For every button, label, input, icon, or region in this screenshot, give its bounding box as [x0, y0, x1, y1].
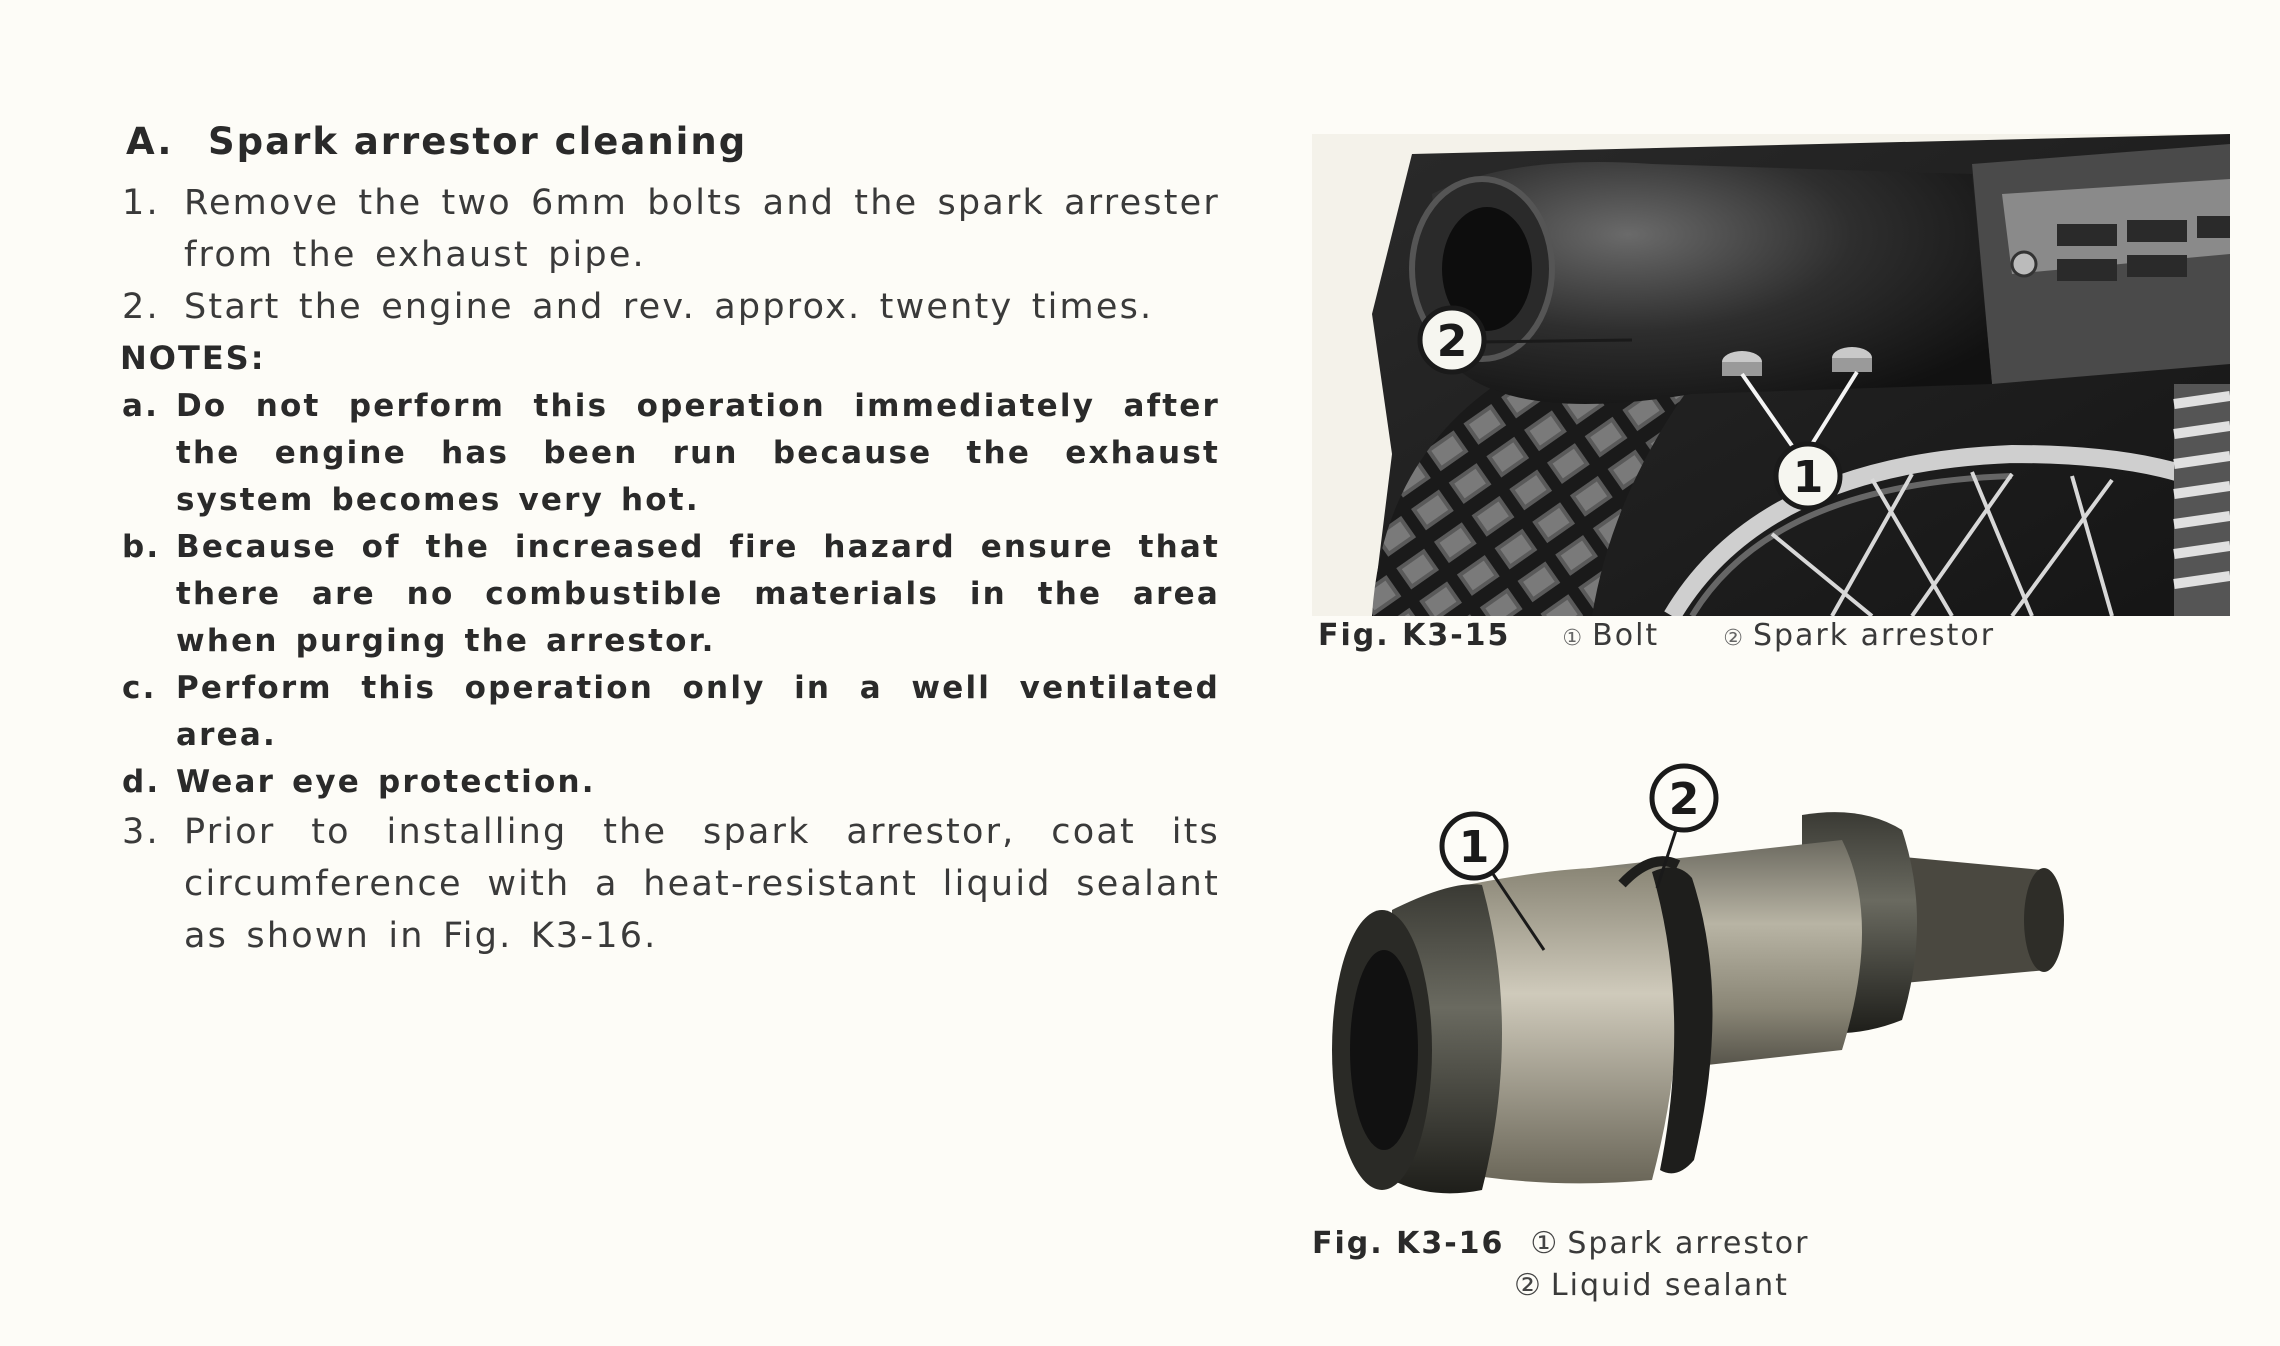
figure-number: Fig. K3-15 — [1318, 618, 1511, 653]
legend-label-bolt: Bolt — [1592, 618, 1660, 653]
note-text: Wear eye protection. — [176, 764, 596, 800]
legend-marker-1: ① — [1530, 1226, 1560, 1261]
notes-heading: NOTES: — [120, 339, 266, 377]
callout-2-label: 2 — [1436, 316, 1468, 367]
callout-1-label: 1 — [1458, 822, 1490, 873]
note-text: Do not perform this operation immediately after the engine has been run because the exhaust system becomes very hot. — [176, 388, 1220, 518]
note-letter: d. — [122, 764, 161, 800]
step-text: Start the engine and rev. approx. twenty times. — [184, 287, 1154, 327]
figure-k3-16-photo — [1322, 760, 2102, 1230]
step-text: Prior to installing the spark arrestor, coat its circumference with a heat-resistant liquid sealant as shown in Fig. K3-16. — [184, 812, 1220, 956]
callout-1-label: 1 — [1792, 452, 1824, 503]
legend-marker-1: ① — [1562, 626, 1585, 651]
note-letter: b. — [122, 529, 161, 565]
note-c — [120, 665, 1220, 759]
bolt-left — [1722, 351, 1762, 376]
instructions-column — [120, 120, 1220, 962]
note-d — [120, 759, 1220, 806]
legend-label-spark-arrestor: Spark arrestor — [1567, 1226, 1810, 1261]
legend-marker-2: ② — [1514, 1268, 1543, 1303]
note-a — [120, 383, 1220, 524]
callout-1-marker — [1442, 814, 1506, 878]
note-letter: c. — [122, 670, 157, 706]
note-letter: a. — [122, 388, 160, 424]
section-heading — [126, 120, 1220, 163]
spark-arrestor-illustration — [1322, 760, 2102, 1230]
step-3 — [120, 806, 1220, 962]
callout-1-marker — [1776, 444, 1840, 508]
figure-k3-16-caption-line-2 — [1514, 1268, 1789, 1303]
callout-2-marker — [1420, 308, 1484, 372]
shock-spring — [2174, 384, 2230, 616]
step-number: 3. — [122, 812, 160, 852]
step-text: Remove the two 6mm bolts and the spark arrester from the exhaust pipe. — [184, 183, 1220, 275]
step-2 — [120, 281, 1220, 333]
note-b — [120, 524, 1220, 665]
figure-k3-16-caption — [1312, 1226, 1809, 1261]
section-title: Spark arrestor cleaning — [208, 120, 748, 163]
figure-k3-15-caption — [1318, 618, 1995, 653]
note-text: Because of the increased fire hazard ensure that there are no combustible materials in the area when purging the arrestor. — [176, 529, 1220, 659]
bolt-right — [1832, 347, 1872, 372]
legend-label-liquid-sealant: Liquid sealant — [1550, 1268, 1789, 1303]
step-number: 2. — [122, 287, 160, 327]
figure-k3-15-photo — [1312, 134, 2230, 616]
callout-2-marker — [1652, 766, 1716, 830]
exhaust-photo-illustration — [1312, 134, 2230, 616]
legend-marker-2: ② — [1723, 626, 1745, 651]
section-letter: A. — [126, 120, 174, 163]
note-text: Perform this operation only in a well ventilated area. — [176, 670, 1220, 753]
step-1 — [120, 177, 1220, 281]
callout-2-label: 2 — [1668, 774, 1700, 825]
figure-number: Fig. K3-16 — [1312, 1226, 1505, 1261]
legend-label-spark-arrestor: Spark arrestor — [1752, 618, 1996, 653]
step-number: 1. — [122, 183, 160, 223]
